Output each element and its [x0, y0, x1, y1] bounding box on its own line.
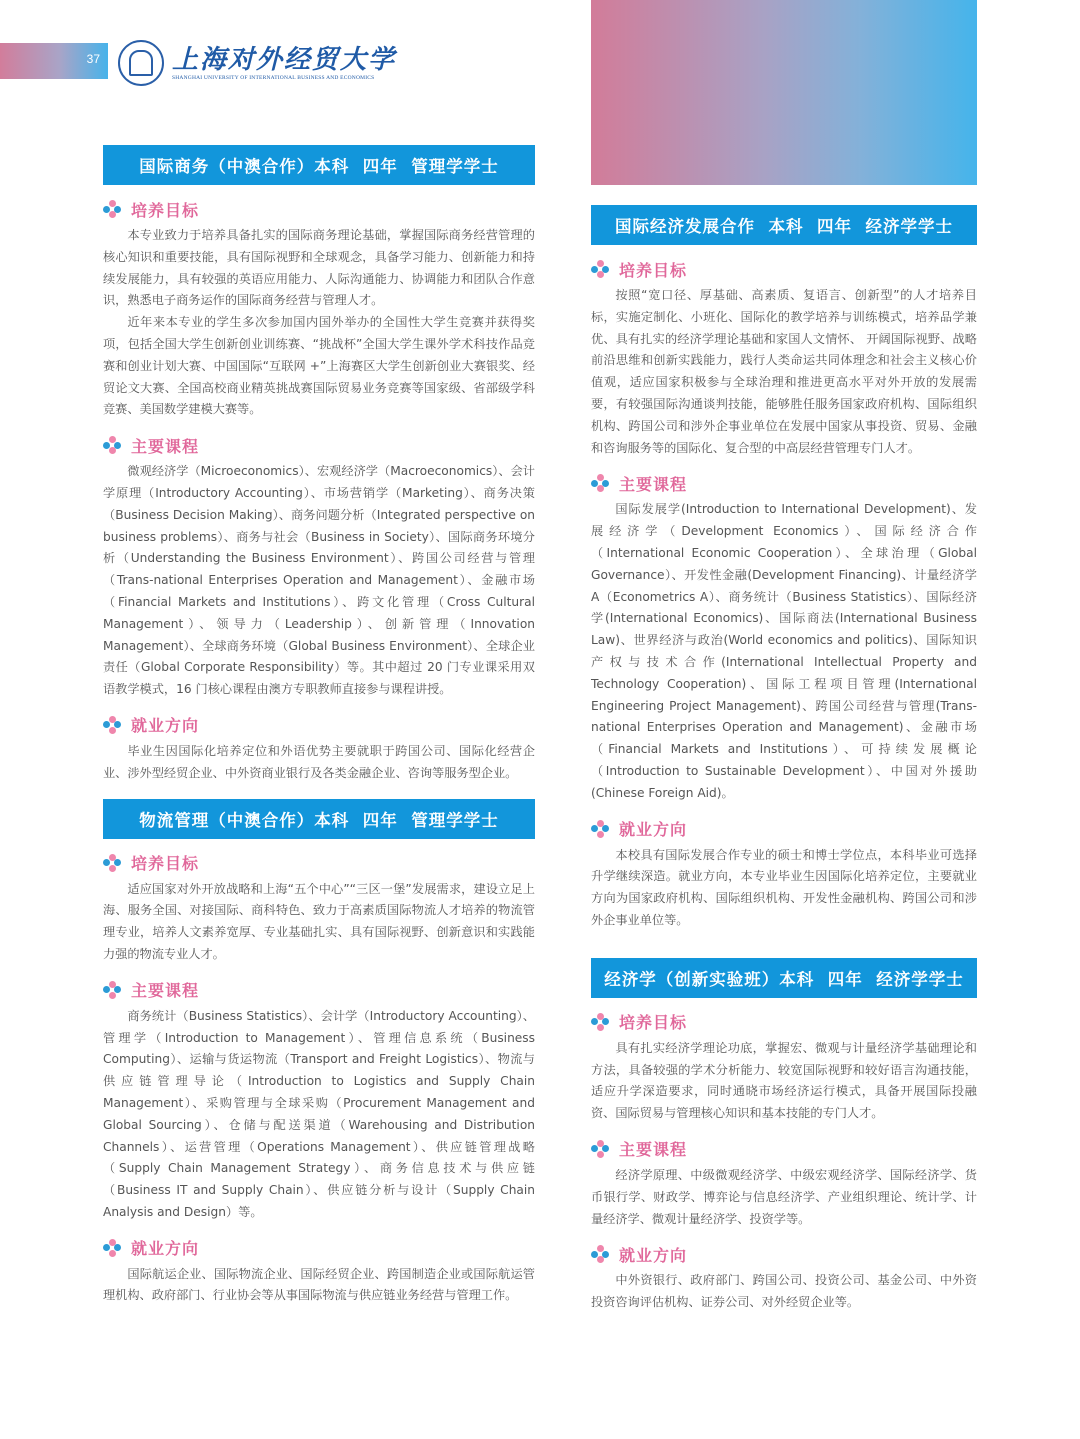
flower-bullet-icon [103, 436, 121, 454]
section-title: 培养目标 [103, 197, 535, 221]
section-title: 就业方向 [103, 713, 535, 737]
section-title: 培养目标 [103, 851, 535, 875]
section-title: 就业方向 [103, 1236, 535, 1260]
page-number: 37 [86, 52, 100, 66]
flower-bullet-icon [103, 981, 121, 999]
program-header: 经济学（创新实验班）本科 四年 经济学学士 [591, 958, 977, 998]
section-paragraph: 本专业致力于培养具备扎实的国际商务理论基础，掌握国际商务经营管理的核心知识和重要技能，具有国际视野和全球观念，具备学习能力、创新能力和持续发展能力，具有较强的英语应用能力、人际沟通能力、协调能力和团队合作意识，熟悉电子商务运作的国际商务经营与管理人才。 [103, 228, 535, 308]
section-paragraph: 按照“宽口径、厚基础、高素质、复语言、创新型”的人才培养目标，实施定制化、小班化、国际化的教学培养与训练模式，培养品学兼优、具有扎实的经济学理论基础和家国人文情怀、 开阔国际视野、战略前沿思维和创新实践能力，践行人类命运共同体理念和社会主义核心价值观，适应国家积极参与全球治理和推进更高水平对外开放的发展需要，有较强国际沟通谈判技能，能够胜任服务国家政府机构、国际组织机构、跨国公司和涉外企事业单位在发展中国家从事投资、贸易、金融和咨询服务等的国际化、复合型的中高层经营管理专门人才。 [591, 288, 977, 455]
program-header: 国际商务（中澳合作）本科 四年 管理学学士 [103, 145, 535, 185]
university-logo [118, 38, 396, 88]
section-paragraph: 近年来本专业的学生多次参加国内国外举办的全国性大学生竞赛并获得奖项，包括全国大学生创新创业训练赛、“挑战杯”全国大学生课外学术科技作品竞赛和创业计划大赛、中国国际“互联网 +”上海赛区大学生创新创业大赛银奖、经贸论文大赛、全国高校商业精英挑战赛国际贸易业务竞赛等国家级、省部级学科竞赛、美国数学建模大赛等。 [103, 315, 535, 417]
university-seal-icon [118, 40, 164, 86]
section-paragraph: 适应国家对外开放战略和上海“五个中心”“三区一堡”发展需求，建设立足上海、服务全国、对接国际、商科特色、致力于高素质国际物流人才培养的物流管理专业，培养人文素养宽厚、专业基础扎实、具有国际视野、创新意识和实践能力强的物流专业人才。 [103, 881, 535, 961]
section-paragraph: 商务统计（Business Statistics）、会计学（Introductory Accounting）、管理学（Introduction to Management）、管理信息系统（Business Computing）、运输与货运物流（Transport and Freight Logistics）、物流与供应链管理导论（Introduction to Logistics and Supply Chain Management）、采购管理与全球采购（Procurement Management and Global Sourcing）、仓储与配送渠道（Warehousing and Distribution Channels）、运营管理（Operations Management）、供应链管理战略（Supply Chain Management Strategy）、商务信息技术与供应链（Business IT and Supply Chain）、供应链分析与设计（Supply Chain Analysis and Design）等。 [103, 1008, 535, 1219]
decorative-gradient-banner [591, 0, 977, 185]
program-international-business [103, 145, 535, 785]
section-paragraph: 毕业生因国际化培养定位和外语优势主要就职于跨国公司、国际化经营企业、涉外型经贸企业、中外资商业银行及各类金融企业、咨询等服务型企业。 [103, 743, 535, 780]
flower-bullet-icon [591, 1245, 609, 1263]
program-header: 物流管理（中澳合作）本科 四年 管理学学士 [103, 799, 535, 839]
flower-bullet-icon [103, 716, 121, 734]
section-title: 培养目标 [591, 257, 977, 281]
flower-bullet-icon [591, 474, 609, 492]
right-column [591, 205, 977, 1314]
section-paragraph: 经济学原理、中级微观经济学、中级宏观经济学、国际经济学、货币银行学、财政学、博弈论与信息经济学、产业组织理论、统计学、计量经济学、微观计量经济学、投资学等。 [591, 1167, 977, 1226]
flower-bullet-icon [591, 260, 609, 278]
flower-bullet-icon [591, 820, 609, 838]
flower-bullet-icon [103, 200, 121, 218]
section-paragraph: 具有扎实经济学理论功底，掌握宏、微观与计量经济学基础理论和方法，具备较强的学术分析能力、较宽国际视野和较好语言沟通技能，适应升学深造要求，同时通晓市场经济运行模式，具备开展国际投融资、国际贸易与管理核心知识和基本技能的专门人才。 [591, 1040, 977, 1121]
section-title: 主要课程 [103, 978, 535, 1002]
section-paragraph: 国际航运企业、国际物流企业、国际经贸企业、跨国制造企业或国际航运管理机构、政府部门、行业协会等从事国际物流与供应链业务经营与管理工作。 [103, 1266, 535, 1303]
section-title: 培养目标 [591, 1010, 977, 1034]
flower-bullet-icon [591, 1140, 609, 1158]
program-international-economic-development [591, 205, 977, 932]
section-paragraph: 中外资银行、政府部门、跨国公司、投资公司、基金公司、中外资投资咨询评估机构、证券公司、对外经贸企业等。 [591, 1273, 977, 1310]
page-number-tab [0, 43, 108, 79]
program-logistics-management [103, 799, 535, 1308]
section-title: 主要课程 [591, 471, 977, 495]
section-title: 就业方向 [591, 1242, 977, 1266]
section-title: 就业方向 [591, 817, 977, 841]
flower-bullet-icon [103, 1239, 121, 1257]
program-header: 国际经济发展合作 本科 四年 经济学学士 [591, 205, 977, 245]
section-paragraph: 微观经济学（Microeconomics）、宏观经济学（Macroeconomics）、会计学原理（Introductory Accounting）、市场营销学（Marketing）、商务决策（Business Decision Making）、商务问题分析（Integrated perspective on business problems）、商务与社会（Business in Society）、国际商务环境分析（Understanding the Business Environment）、跨国公司经营与管理（Trans-national Enterprises Operation and Management）、金融市场（Financial Markets and Institutions）、跨文化管理（Cross Cultural Management）、领导力（Leadership）、创新管理（Innovation Management）、全球商务环境（Global Business Environment）、全球企业责任（Global Corporate Responsibility）等。其中超过 20 门专业课采用双语教学模式，16 门核心课程由澳方专职教师直接参与课程讲授。 [103, 464, 535, 697]
university-name-cn: 上海对外经贸大学 [172, 45, 397, 75]
program-economics-innovation-class [591, 958, 977, 1314]
university-name-en: SHANGHAI UNIVERSITY OF INTERNATIONAL BUSINESS AND ECONOMICS [172, 75, 375, 81]
section-title: 主要课程 [103, 433, 535, 457]
flower-bullet-icon [103, 854, 121, 872]
flower-bullet-icon [591, 1013, 609, 1031]
section-paragraph: 国际发展学(Introduction to International Development)、发展经济学（Development Economics）、国际经济合作（International Economic Cooperation）、全球治理（Global Governance）、开发性金融(Development Financing)、计量经济学A（Econometrics A）、商务统计（Business Statistics）、国际经济学(International Economics)、国际商法(International Business Law)、世界经济与政治(World economics and politics)、国际知识产权与技术合作(International Intellectual Property and Technology Cooperation)、国际工程项目管理(International Engineering Project Management)、跨国公司经营与管理(Trans-national Enterprises Operation and Management)、金融市场（Financial Markets and Institutions）、可持续发展概论（Introduction to Sustainable Development）、中国对外援助(Chinese Foreign Aid)。 [591, 502, 977, 800]
left-column [103, 145, 535, 1307]
section-paragraph: 本校具有国际发展合作专业的硕士和博士学位点，本科毕业可选择升学继续深造。就业方向，本专业毕业生因国际化培养定位，主要就业方向为国家政府机构、国际组织机构、开发性金融机构、跨国公司和涉外企事业单位等。 [591, 847, 977, 927]
section-title: 主要课程 [591, 1137, 977, 1161]
